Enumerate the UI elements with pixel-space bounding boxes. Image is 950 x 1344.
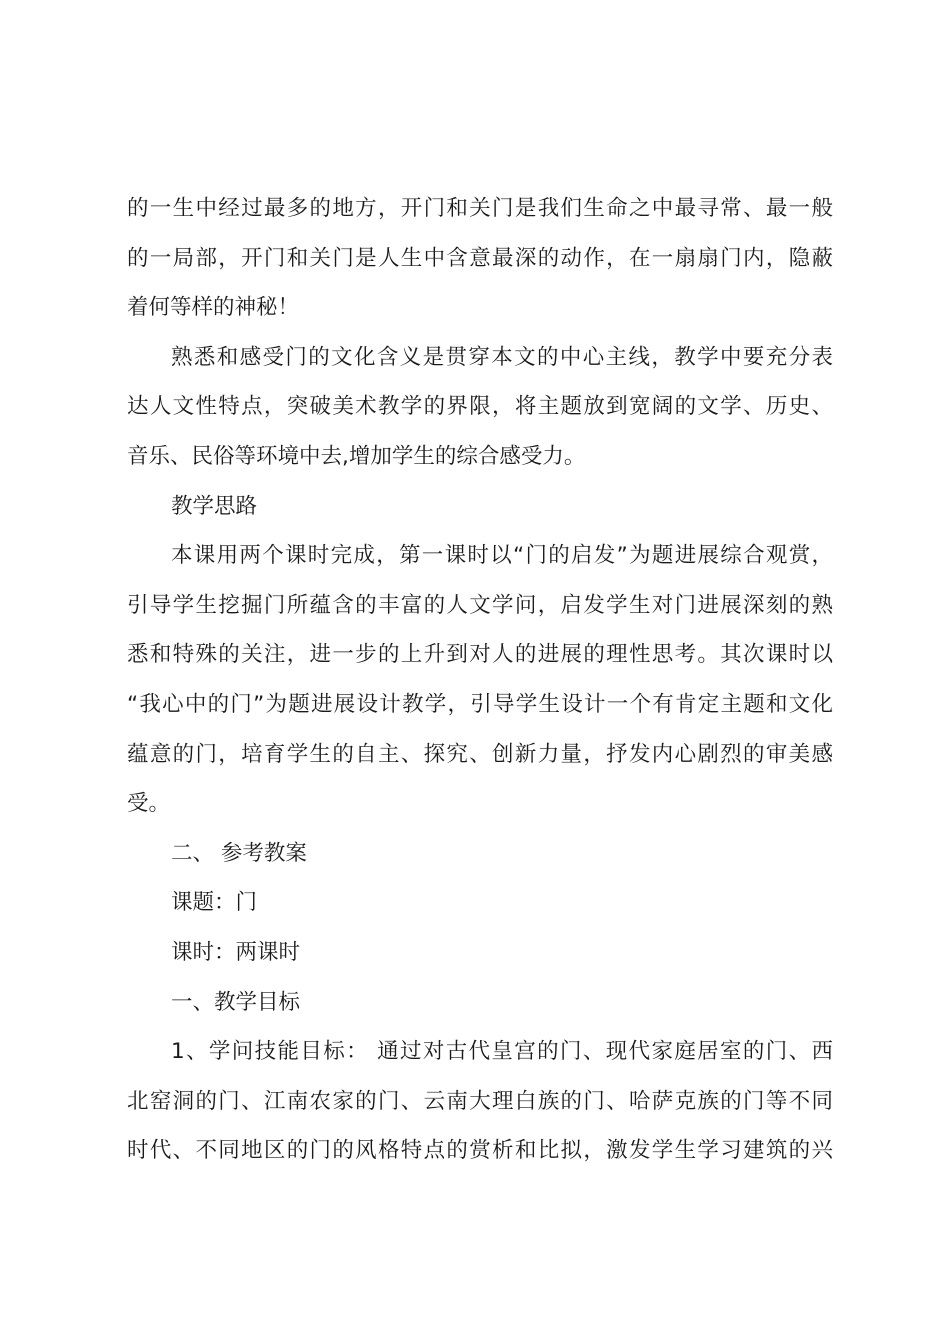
text-line: 受。 xyxy=(127,791,171,817)
paragraph-start-line: 1、学问技能目标： 通过对古代皇宫的门、现代家庭居室的门、西 xyxy=(171,1039,833,1065)
section-heading: 一、教学目标 xyxy=(171,989,301,1015)
lesson-hours: 课时：两课时 xyxy=(171,939,301,965)
paragraph-start-line: 本课用两个课时完成，第一课时以“门的启发”为题进展综合观赏， xyxy=(171,543,833,569)
text-line: 北窑洞的门、江南农家的门、云南大理白族的门、哈萨克族的门等不同 xyxy=(127,1088,833,1114)
text-line: 的一生中经过最多的地方，开门和关门是我们生命之中最寻常、最一般 xyxy=(127,196,833,221)
text-line: 达人文性特点，突破美术教学的界限，将主题放到宽阔的文学、历史、 xyxy=(127,394,833,420)
text-line: 的一局部，开门和关门是人生中含意最深的动作，在一扇扇门内，隐蔽 xyxy=(127,245,833,271)
text-line: “我心中的门”为题进展设计教学，引导学生设计一个有肯定主题和文化 xyxy=(127,691,833,717)
text-line: 蕴意的门，培育学生的自主、探究、创新力量，抒发内心剧烈的审美感 xyxy=(127,741,833,767)
text-line: 时代、不同地区的门的风格特点的赏析和比拟，激发学生学习建筑的兴 xyxy=(127,1138,833,1164)
paragraph-start-line: 熟悉和感受门的文化含义是贯穿本文的中心主线，教学中要充分表 xyxy=(171,344,833,370)
text-line: 音乐、民俗等环境中去,增加学生的综合感受力。 xyxy=(127,443,586,469)
section-heading: 教学思路 xyxy=(171,493,258,519)
lesson-title: 课题：门 xyxy=(171,890,258,916)
section-heading: 二、 参考教案 xyxy=(171,840,307,866)
text-line: 着何等样的神秘！ xyxy=(127,295,300,321)
document-body xyxy=(127,184,833,1176)
text-line: 引导学生挖掘门所蕴含的丰富的人文学问，启发学生对门进展深刻的熟 xyxy=(127,592,833,618)
text-line: 悉和特殊的关注，进一步的上升到对人的进展的理性思考。其次课时以 xyxy=(127,642,833,668)
